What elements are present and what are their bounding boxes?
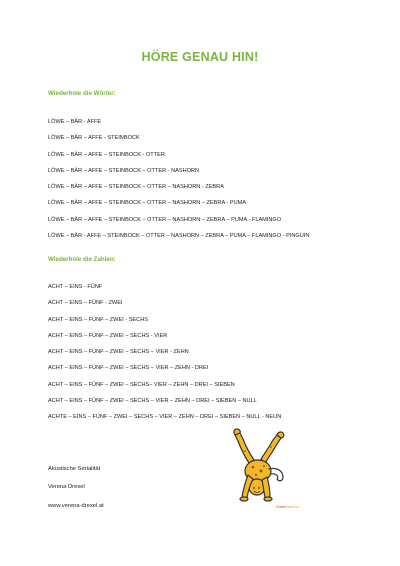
- brand-part-2: Kram: [285, 505, 293, 509]
- footer-author: Verena Drexel: [48, 484, 85, 490]
- numbers-line: ACHT – EINS – FÜNF – ZWEI - SECHS: [48, 316, 148, 323]
- words-line: LÖWE – BÄR – AFFE – STEINBOCK - OTTER: [48, 151, 165, 158]
- numbers-line: ACHT – EINS – FÜNF – ZWEI – SECHS– VIER – ZEHN – DREI – SIEBEN: [48, 381, 235, 388]
- words-heading: Wiederhole die Wörter:: [48, 90, 116, 97]
- words-line: LÖWE – BÄR - AFFE – STEINBOCK – OTTER – NASHORN – ZEBRA – PUMA – FLAMINGO - PINGUIN: [48, 233, 310, 240]
- numbers-heading: Wiederhole die Zahlen:: [48, 256, 116, 263]
- footer-title: Akustische Serialität: [48, 466, 101, 472]
- footer-website[interactable]: www.verena-drexel.at: [48, 503, 104, 509]
- words-list: [48, 119, 309, 249]
- numbers-line: ACHT – EINS – FÜNF – ZWEI – SECHS – VIER - ZEHN: [48, 349, 189, 356]
- numbers-line: ACHT – EINS – FÜNF - ZWEI: [48, 300, 123, 307]
- brand-part-1: Kinder: [276, 505, 286, 509]
- words-line: LÖWE – BÄR – AFFE – STEINBOCK – OTTER - NASHORN: [48, 167, 200, 174]
- numbers-line: ACHT – EINS - FÜNF: [48, 284, 103, 290]
- words-line: LÖWE – BÄR – AFFE - STEINBOCK: [48, 135, 140, 142]
- words-line: LÖWE – BÄR – AFFE – STEINBOCK – OTTER – NASHORN – ZEBRA - PUMA: [48, 200, 247, 207]
- numbers-line: ACHT – EINS – FÜNF – ZWEI – SECHS - VIER: [48, 332, 168, 339]
- numbers-line: ACHTE – EINS – FÜNF – ZWEI – SECHS – VIER – ZEHN – DREI – SIEBEN – NULL - NEUN: [48, 414, 282, 421]
- words-line: LÖWE – BÄR – AFFE – STEINBOCK – OTTER – NASHORN - ZEBRA: [48, 184, 224, 191]
- numbers-line: ACHT – EINS – FÜNF – ZWEI – SECHS – VIER – ZEHN - DREI: [48, 365, 209, 372]
- words-line: LÖWE – BÄR - AFFE: [48, 119, 102, 125]
- page-title: HÖRE GENAU HIN!: [141, 50, 259, 64]
- brand-logo: [276, 505, 300, 509]
- numbers-list: [48, 284, 281, 431]
- brand-part-3: Kiste: [292, 505, 300, 509]
- words-line: LÖWE – BÄR – AFFE – STEINBOCK – OTTER – NASHORN – ZEBRA – PUMA - FLAMINGO: [48, 216, 282, 223]
- handstand-figure-illustration: [231, 427, 291, 503]
- numbers-line: ACHT – EINS – FÜNF – ZWEI – SECHS – VIER – ZEHN – DREI – SIEBEN – NULL: [48, 398, 257, 405]
